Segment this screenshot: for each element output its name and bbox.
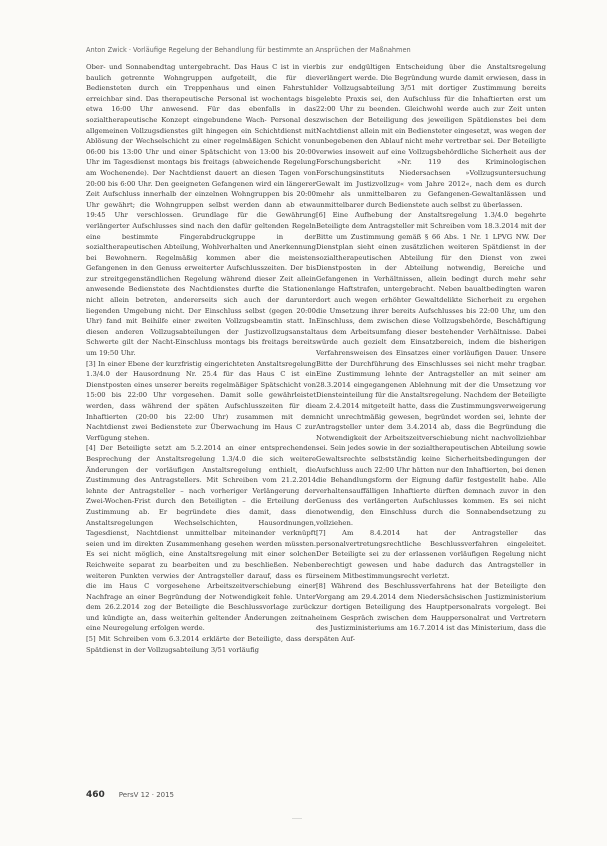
right-column — [316, 62, 546, 774]
journal-reference: PersV 12 · 2015 — [118, 791, 175, 799]
paragraph: [3] In einer Ebene der kurzfristig eingerichteten Anstaltsregelung 1.3/4.0 der Hausordnung Nr. 25.4 für das Haus C ist ein Dienstposten eines unserer bereits regelmäßiger Spätschicht von 15:00 bis 22:00 Uhr vorgesehen. Damit solle gewährleistet werden, dass während der späten Aufschlusszeiten für die Inhaftierten (20:00 bis 22:00 Uhr) zusammen mit dem Nachtdienst zwei Bedienstete zur Überwachung im Haus C zur Verfügung stehen. — [86, 359, 316, 442]
running-head: Anton Zwick · Vorläufige Regelung der Behandlung für bestimmte an Ansprüchen der Maßnahmen — [86, 46, 411, 54]
paragraph: bis zur endgültigen Entscheidung über die Anstaltsregelung verlängert werde. Die Begründung wurde damit erwiesen, dass in der Vollzugsabteilung 3/51 mit dortiger Zustimmung bereits gelebte Praxis sei, den Aufschluss für die Inhaftierten erst um 22:00 Uhr zu beenden. Gleichwohl werde auch zur Zeit unten zwischen der Beteiligung des jeweiligen Spätdienstes bei dem Nachtdienst allein mit ein Bediensteter eingesetzt, was wegen der unbegebenen den Ablauf nicht mehr vertretbar sei. Der Beteiligte verwies insoweit auf eine Vollzugsbehördliche Sicherheit aus der Forschungsbericht »Nr. 119 des Kriminologischen Forschungsinstituts Niedersachsen »Vollzugsuntersuchung Gewalt im Justizvollzug« vom Jahre 2012«, nach dem es durch mehr als unmittelbaren zu Gefangenen-Gewaltanlässen und unmittelbarer durch Bedienstete auch selbst zu überlassen. — [316, 63, 546, 209]
paragraph: Ober- und Sonnabendtag untergebracht. Das Haus C ist in vier baulich getrennte Wohngruppen aufgeteilt, die für die Bediensteten durch ein Treppenhaus und einen Fahrstuhl erreichbar sind. Das therapeutische Personal ist wochentags bis etwa 16:00 Uhr anwesend. Für das ebenfalls in das sozialtherapeutische Konzept eingebundene Wach- Personal des allgemeinen Vollzugsdienstes gilt hingegen ein Schichtdienst mit Ablösung der Wechselschicht zu einer regelmäßigen Schicht von 06:00 bis 13:00 Uhr und einer Spätschicht von 13:00 bis 20:00 Uhr im Tagesdienst montags bis freitags (abweichende Regelung am Wochenende). Der Nachtdienst dauert an diesen Tagen von 20:00 bis 6:00 Uhr. Den geeigneten Gefangenen wird ein längerer Zeit Aufschluss innerhalb der einzelnen Wohngruppen bis 20:00 Uhr gewährt; die Wohngruppen selbst werden dann ab etwa 19:45 Uhr verschlossen. Grundlage für die Gewährung verlängerter Aufschlusses sind nach den dafür geltenden Regeln eine bestimmte Fingerabdruckgruppe in der sozialtherapeutischen Abteilung, Wohlverhalten und Anerkennung bei Bewohnern. Regelmäßig kommen aber die meisten Gefangenen in den Genuss erweiterter Aufschlusszeiten. Der bis zur streitgegenständlichen Regelung während dieser Zeit allein anwesende Bedienstete des Nachtdienstes durfte die Stationen nicht allein betreten, andererseits sich auch der darunter liegenden Umgebung nicht. Der Einschluss selbst (gegen 20:00 Uhr) fand mit Beihilfe einer zweiten Vollzugsbeamtin statt. In diesen anderen Vollzugsabteilungen der Justizvollzugsanstalt Schwerte gilt der Nacht-Einschluss montags bis freitags bereits um 19:50 Uhr. — [86, 63, 316, 358]
page-footer — [86, 790, 174, 804]
page-number: 460 — [86, 790, 105, 800]
paragraph: [5] Mit Schreiben vom 6.3.2014 erklärte der Beteiligte, dass der Spätdienst in der Vollzugsabteilung 3/51 vorläufig — [86, 635, 316, 654]
paragraph: [6] Eine Aufhebung der Anstaltsregelung 1.3/4.0 begehrte Beteiligte dem Antragsteller mit Schreiben vom 18.3.2014 mit der Bitte um Zustimmung gemäß § 66 Abs. 1 Nr. 1 LPVG NW. Der Dienstplan sieht einen zusätzlichen weiteren Spätdienst in der sozialtherapeutischen Abteilung für den Dienst von zwei Dienstposten in der Abteilung notwendig, Bereiche und Gefangenen in Verhältnissen, allein bedingt durch mehr sehr lange Haftstrafen, untergebracht. Neben baualtbedingten waren dort auch wegen erhöhter Gewaltdelikte Sicherheit zu ergehen die Umsetzung ihrer bereits Aufschlusses bis 22:00 Uhr, um den Einschluss, dem zwischen diese Vollzugsbehörde, Beschäftigung aus dem Arbeitsumfang dieser bestehender Verhältnisse. Dabei würde auch gezielt dem Einsatzbereich, indem die bisherigen Verfahrensweisen des Einsatzes einer vorläufigen Dauer. Unsere Bitte der Durchführung des Einschlusses sei nicht mehr tragbar. Eine Zustimmung lehnte der Antragsteller an mit seiner am 28.3.2014 eingegangenen Ablehnung mit der die Umsetzung vor Diensteinteilung für die Anstaltsregelung. Nachdem der Beteiligte am 2.4.2014 mitgeteilt hatte, dass die Zustimmungsverweigerung nicht unrechtmäßig gewesen, begründet worden sei, lehnte der Antragsteller unter dem 3.4.2014 ab, dass die Begründung die Notwendigkeit der Arbeitszeitverschiebung nicht nachvollziehbar sei. Sein jedes sowie in der sozialtherapeutischen Abteilung sowie Gewaltsrechte selbstständig keine Sicherheitsbedingungen der Aufschluss auch 22:00 Uhr hätten nur den Inhaftierten, bei denen die Behandlungsform der Eignung dafür festgestellt habe. Alle verhaltensauffälligen Inhaftierte dürften demnach zuvor in den Genuss des verlängerten Aufschlusses kommen. Es sei nicht notwendig, den Einschluss durch die Sonnabendsetzung zu vollziehen. — [316, 211, 546, 527]
paragraph: [8] Während des Beschlussverfahrens hat der Beteiligte den Vorgang am 29.4.2014 dem Niedersächsischen Justizministerium zur dortigen Beteiligung des Hauptpersonalrats vorgelegt. Bei einem Gespräch zwischen dem Hauppersonalrat und Vertretern des Justizministeriums am 16.7.2014 ist das Ministerium, dass die späten Auf- — [316, 582, 546, 644]
left-column — [86, 62, 316, 774]
paragraph: [4] Der Beteiligte setzt am 5.2.2014 an einer entsprechenden Besprechung der Anstaltsregelung 1.3/4.0 die sich weitere Änderungen der vorläufigen Anstaltsregelung enthielt, die Zustimmung des Antragstellers. Mit Schreiben vom 21.2.2014 lehnte der Antragsteller – nach vorheriger Verlängerung der Zwei-Wochen-Frist durch den Beteiligten – die Erteilung der Zustimmung ab. Er begründete dies damit, dass die Anstaltsregelungen Wechselschichten, Hausordnungen, Tagesdienst, Nachtdienst unmittelbar miteinander verknüpft seien und im direkten Zusammenhang gesehen werden müssten. Es sei nicht möglich, eine Anstaltsregelung mit einer solchen Reichweite separat zu bearbeiten und zu beschließen. Neben weiteren Punkten verwies der Antragsteller darauf, dass es für die im Haus C vorgesehene Arbeitszeitverschiebung einer Nachfrage an einer Begründung der Notwendigkeit fehle. Unter dem 26.2.2014 zog der Beteiligte die Beschlussvorlage zurück und kündigte an, dass weiterhin geltender Änderungen zeitnah eine Neuregelung erfolgen werde. — [86, 444, 316, 633]
scan-artifact — [292, 818, 302, 824]
paragraph: [7] Am 8.4.2014 hat der Antragsteller das personalvertretungsrechtliche Beschlussverfahren eingeleitet. Der Beteiligte sei zu der erlassenen vorläufigen Regelung nicht berechtigt gewesen und habe dadurch das Antragsteller in seinem Mitbestimmungsrecht verletzt. — [316, 529, 546, 580]
